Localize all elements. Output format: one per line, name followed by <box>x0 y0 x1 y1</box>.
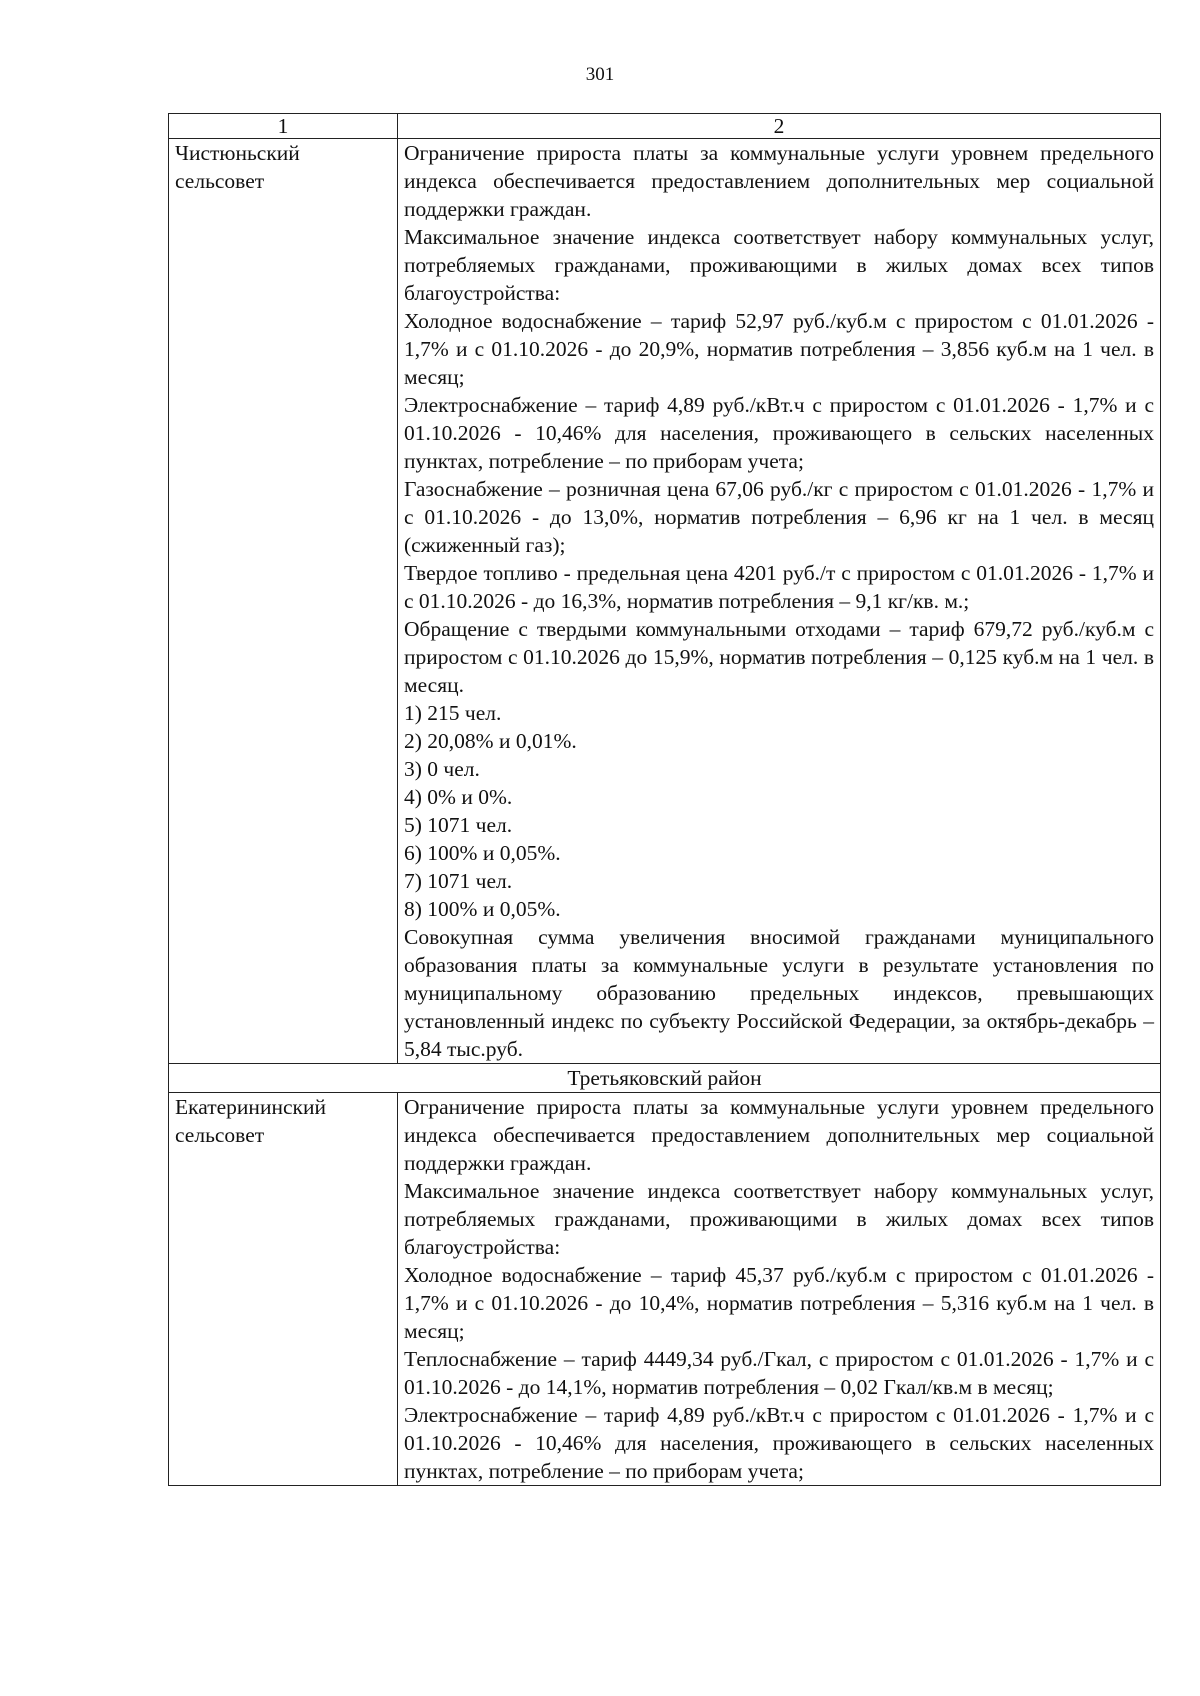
municipality-name-cell <box>169 139 398 1064</box>
municipality-type-line: сельсовет <box>175 1123 265 1147</box>
column-number-2: 2 <box>398 114 1161 139</box>
list-item: 6) 100% и 0,05%. <box>404 841 561 865</box>
list-item: 3) 0 чел. <box>404 757 480 781</box>
paragraph: Ограничение прироста платы за коммунальные услуги уровнем предельного индекса обеспечивается предоставлением дополнительных мер социальной поддержки граждан. <box>404 1095 1154 1175</box>
municipality-type-line: сельсовет <box>175 169 265 193</box>
list-item: 7) 1071 чел. <box>404 869 513 893</box>
list-item: 4) 0% и 0%. <box>404 785 513 809</box>
paragraph: Ограничение прироста платы за коммунальные услуги уровнем предельного индекса обеспечивается предоставлением дополнительных мер социальной поддержки граждан. <box>404 141 1154 221</box>
municipality-name-cell <box>169 1093 398 1486</box>
paragraph: Холодное водоснабжение – тариф 45,37 руб./куб.м с приростом с 01.01.2026 - 1,7% и с 01.10.2026 - до 10,4%, норматив потребления – 5,316 куб.м на 1 чел. в месяц; <box>404 1263 1154 1343</box>
summary-paragraph: Совокупная сумма увеличения вносимой гражданами муниципального образования платы за коммунальные услуги в результате установления по муниципальному образованию предельных индексов, превышающих установленный индекс по субъекту Российской Федерации, за октябрь-декабрь – 5,84 тыс.руб. <box>404 925 1154 1061</box>
paragraph: Максимальное значение индекса соответствует набору коммунальных услуг, потребляемых гражданами, проживающими в жилых домах всех типов благоустройства: <box>404 225 1154 305</box>
page-number: 301 <box>585 64 615 85</box>
paragraph: Твердое топливо - предельная цена 4201 руб./т с приростом с 01.01.2026 - 1,7% и с 01.10.2026 - до 16,3%, норматив потребления – 9,1 кг/кв. м.; <box>404 561 1154 613</box>
municipality-name-line: Екатерининский <box>175 1095 326 1119</box>
indices-table <box>168 113 1161 1486</box>
table-header-row <box>169 114 1161 139</box>
paragraph: Газоснабжение – розничная цена 67,06 руб./кг с приростом с 01.01.2026 - 1,7% и с 01.10.2026 - до 13,0%, норматив потребления – 6,96 кг на 1 чел. в месяц (сжиженный газ); <box>404 477 1154 557</box>
indices-description-cell <box>398 1093 1161 1486</box>
list-item: 8) 100% и 0,05%. <box>404 897 561 921</box>
paragraph: Электроснабжение – тариф 4,89 руб./кВт.ч с приростом с 01.01.2026 - 1,7% и с 01.10.2026 - 10,46% для населения, проживающего в сельских населенных пунктах, потребление – по приборам учета; <box>404 393 1154 473</box>
paragraph: Холодное водоснабжение – тариф 52,97 руб./куб.м с приростом с 01.01.2026 - 1,7% и с 01.10.2026 - до 20,9%, норматив потребления – 3,856 куб.м на 1 чел. в месяц; <box>404 309 1154 389</box>
indices-description-cell <box>398 139 1161 1064</box>
list-item: 1) 215 чел. <box>404 701 502 725</box>
list-item: 2) 20,08% и 0,01%. <box>404 729 577 753</box>
paragraph: Электроснабжение – тариф 4,89 руб./кВт.ч с приростом с 01.01.2026 - 1,7% и с 01.10.2026 - 10,46% для населения, проживающего в сельских населенных пунктах, потребление – по приборам учета; <box>404 1403 1154 1483</box>
paragraph: Максимальное значение индекса соответствует набору коммунальных услуг, потребляемых гражданами, проживающими в жилых домах всех типов благоустройства: <box>404 1179 1154 1259</box>
region-row <box>169 1064 1161 1093</box>
column-number-1: 1 <box>169 114 398 139</box>
table-row <box>169 139 1161 1064</box>
municipality-name-line: Чистюньский <box>175 141 300 165</box>
region-title: Третьяковский район <box>169 1064 1161 1093</box>
paragraph: Теплоснабжение – тариф 4449,34 руб./Гкал, с приростом с 01.01.2026 - 1,7% и с 01.10.2026 - до 14,1%, норматив потребления – 0,02 Гкал/кв.м в месяц; <box>404 1347 1154 1399</box>
paragraph: Обращение с твердыми коммунальными отходами – тариф 679,72 руб./куб.м с приростом с 01.10.2026 до 15,9%, норматив потребления – 0,125 куб.м на 1 чел. в месяц. <box>404 617 1154 697</box>
list-item: 5) 1071 чел. <box>404 813 513 837</box>
table-row <box>169 1093 1161 1486</box>
